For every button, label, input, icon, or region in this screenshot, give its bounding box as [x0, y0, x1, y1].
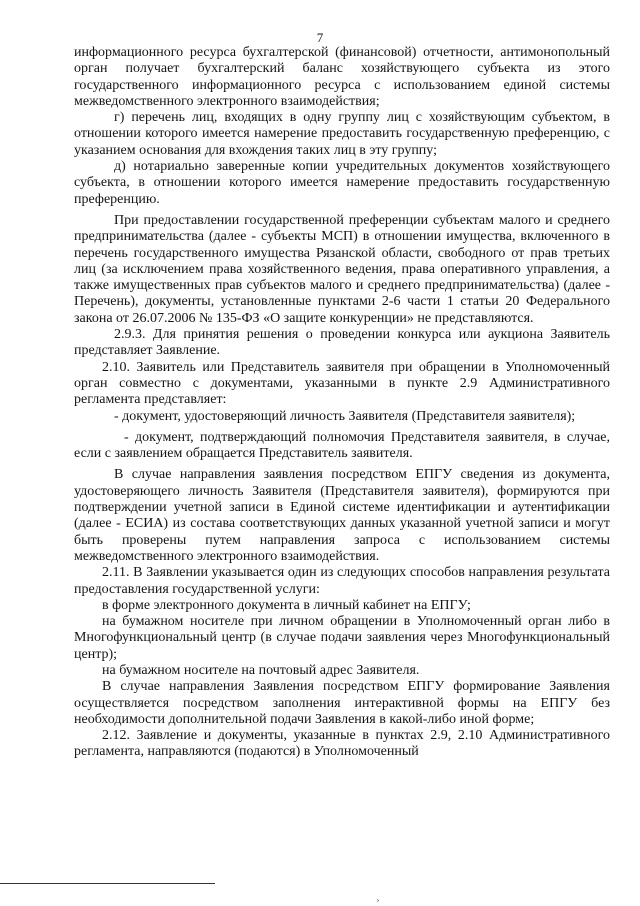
paragraph: При предоставлении государственной преференции субъектам малого и среднего предпринимательства (далее - субъекты МСП) в отношении имущества, включенного в перечень государственного имущества Рязанской области, свободного от прав третьих лиц (за исключением права хозяйственного ведения, права оперативного управления, а также имущественных прав субъектов малого и среднего предпринимательства) (далее - Перечень), документы, установленные пунктами 2-6 части 1 статьи 20 Федерального закона от 26.07.2006 № 135-ФЗ «О защите конкуренции» не представляются. [74, 212, 610, 326]
paragraph: - документ, удостоверяющий личность Заявителя (Представителя заявителя); [114, 408, 576, 424]
paragraph: 2.11. В Заявлении указывается один из следующих способов направления результата предоставления государственной услуги: [74, 565, 610, 597]
footer-divider [0, 883, 215, 884]
paragraph: 2.9.3. Для принятия решения о проведении конкурса или аукциона Заявитель представляет Заявление. [74, 327, 610, 359]
paragraph: В случае направления Заявления посредством ЕПГУ формирование Заявления осуществляется посредством заполнения интерактивной формы на ЕПГУ без необходимости дополнительной подачи Заявления в какой-либо иной форме; [74, 679, 610, 727]
paragraph: в форме электронного документа в личный кабинет на ЕПГУ; [102, 597, 471, 613]
paragraph: В случае направления заявления посредством ЕПГУ сведения из документа, удостоверяющего личность Заявителя (Представителя заявителя), формируются при подтверждении учетной записи в Единой системе идентификации и аутентификации (далее - ЕСИА) из состава соответствующих данных указанной учетной записи и могут быть проверены путем направления запроса с использованием системы межведомственного электронного взаимодействия. [74, 467, 610, 564]
paragraph: - документ, подтверждающий полномочия Представителя заявителя, в случае, если с заявлением обращается Представитель заявителя. [74, 429, 610, 462]
paragraph: информационного ресурса бухгалтерской (финансовой) отчетности, антимонопольный орган получает бухгалтерский баланс хозяйствующего субъекта из этого государственного информационного ресурса с использованием единой системы межведомственного электронного взаимодействия; [74, 45, 610, 109]
paragraph: 2.12. Заявление и документы, указанные в пунктах 2.9, 2.10 Административного регламента, направляются (подаются) в Уполномоченный [74, 728, 610, 760]
page-number: 7 [316, 30, 324, 45]
footer-mark: ¸ [376, 890, 380, 902]
paragraph: г) перечень лиц, входящих в одну группу лиц с хозяйствующим субъектом, в отношении которого имеется намерение предоставить государственную преференцию, с указанием основания для вхождения таких лиц в эту группу; [74, 110, 610, 158]
paragraph: д) нотариально заверенные копии учредительных документов хозяйствующего субъекта, в отношении которого имеется намерение предоставить государственную преференцию. [74, 159, 610, 207]
paragraph: 2.10. Заявитель или Представитель заявителя при обращении в Уполномоченный орган совместно с документами, указанными в пункте 2.9 Административного регламента представляет: [74, 359, 610, 408]
paragraph: на бумажном носителе на почтовый адрес Заявителя. [102, 662, 420, 678]
paragraph: на бумажном носителе при личном обращении в Уполномоченный орган либо в Многофункциональный центр (в случае подачи заявления через Многофункциональный центр); [74, 614, 610, 662]
document-body [74, 45, 610, 761]
